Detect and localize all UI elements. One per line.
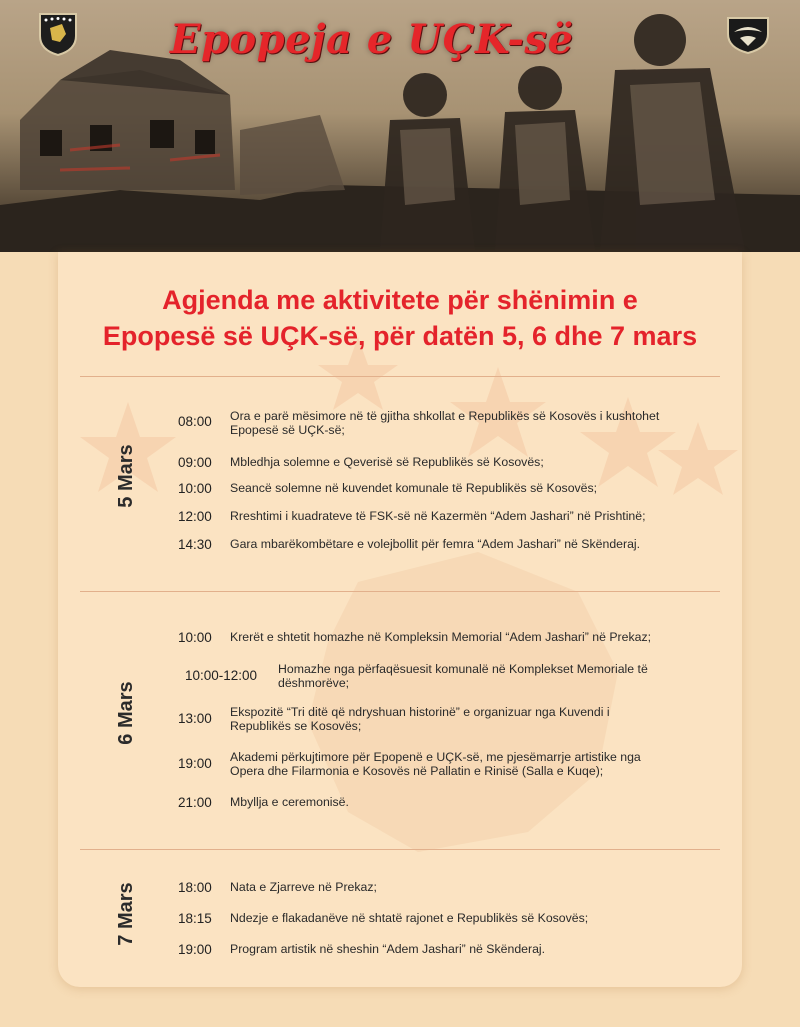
item-description: Krerët e shtetit homazhe në Kompleksin Memorial “Adem Jashari” në Prekaz;	[230, 630, 652, 644]
item-time: 10:00	[178, 481, 212, 496]
background-stars-decor	[58, 252, 742, 987]
item-time: 18:00	[178, 880, 212, 895]
item-time: 14:30	[178, 537, 212, 552]
heading-line-2: Epopesë së UÇK-së, për datën 5, 6 dhe 7 mars	[102, 321, 698, 351]
item-description: Nata e Zjarreve në Prekaz;	[230, 880, 377, 894]
item-description: Rreshtimi i kuadrateve të FSK-së në Kazermën “Adem Jashari” në Prishtinë;	[230, 509, 646, 523]
item-time: 12:00	[178, 509, 212, 524]
item-time: 08:00	[178, 414, 212, 429]
divider	[80, 376, 720, 377]
kosovo-emblem-icon	[38, 12, 78, 56]
item-time: 09:00	[178, 455, 212, 470]
item-description: Ekspozitë “Tri ditë që ndryshuan historinë” e organizuar nga Kuvendi i Republikës se Kosovës;	[230, 705, 610, 733]
item-description: Ora e parë mësimore në të gjitha shkollat e Republikës së Kosovës i kushtohet Epopesë së UÇK-së;	[230, 409, 660, 437]
item-description: Seancë solemne në kuvendet komunale të Republikës së Kosovës;	[230, 481, 598, 495]
agenda-card	[58, 252, 742, 987]
day-label-7-mars: 7 Mars	[115, 882, 137, 946]
item-time: 18:15	[178, 911, 212, 926]
item-description: Program artistik në sheshin “Adem Jashari” në Skënderaj.	[230, 942, 546, 956]
divider	[80, 849, 720, 850]
item-description: Ndezje e flakadanëve në shtatë rajonet e Republikës së Kosovës;	[230, 911, 589, 925]
item-description: Mbledhja solemne e Qeverisë së Republikës së Kosovës;	[230, 455, 544, 469]
item-description: Gara mbarëkombëtare e volejbollit për femra “Adem Jashari” në Skënderaj.	[230, 537, 641, 551]
item-description: Mbyllja e ceremonisë.	[230, 795, 349, 809]
item-time: 10:00	[178, 630, 212, 645]
banner-title: Epopeja e UÇK-së	[170, 16, 574, 63]
day-label-5-mars: 5 Mars	[115, 444, 137, 508]
item-time: 19:00	[178, 756, 212, 771]
divider	[80, 591, 720, 592]
item-time: 13:00	[178, 711, 212, 726]
item-time: 10:00-12:00	[185, 668, 258, 683]
agenda-heading	[58, 282, 742, 354]
fsk-emblem-icon	[726, 14, 770, 54]
heading-line-1: Agjenda me aktivitete për shënimin e	[162, 285, 638, 315]
item-description: Akademi përkujtimore për Epopenë e UÇK-së, me pjesëmarrje artistike nga Opera dhe Filarmonia e Kosovës në Pallatin e Rinisë (Salla e Kuqe);	[230, 750, 641, 778]
day-label-6-mars: 6 Mars	[115, 681, 137, 745]
header-banner	[0, 0, 800, 252]
item-description: Homazhe nga përfaqësuesit komunalë në Komplekset Memoriale të dëshmorëve;	[278, 662, 648, 690]
item-time: 19:00	[178, 942, 212, 957]
item-time: 21:00	[178, 795, 212, 810]
